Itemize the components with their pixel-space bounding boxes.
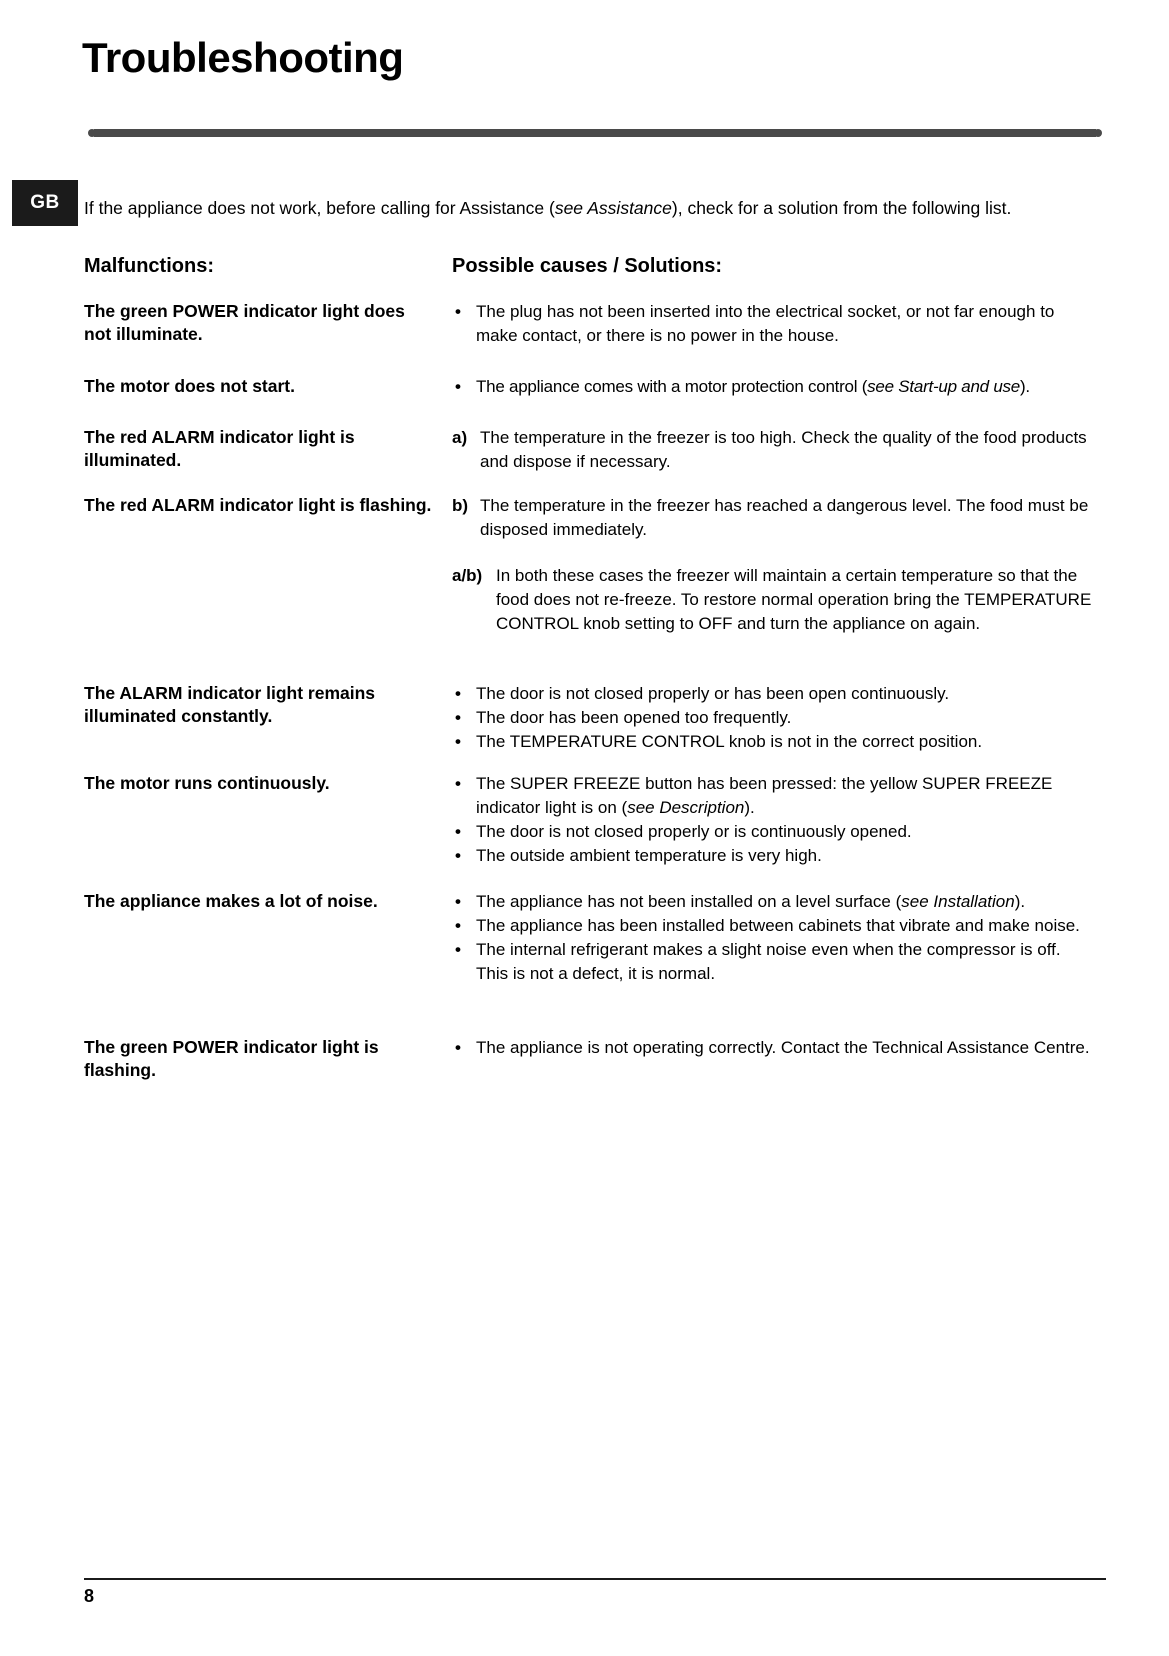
solution-text-tail: ). bbox=[1014, 892, 1026, 911]
solution-cell bbox=[452, 682, 1097, 754]
solution-cross-reference: see Start-up and use bbox=[867, 377, 1020, 396]
solution-item bbox=[452, 706, 1097, 730]
solution-text: In both these cases the freezer will maintain a certain temperature so that the food does not re-freeze. To restore normal operation bring the TEMPERATURE CONTROL knob setting to OFF and turn the appliance on again. bbox=[496, 566, 1092, 633]
solution-item bbox=[452, 938, 1097, 986]
solution-item bbox=[452, 682, 1097, 706]
solution-cell bbox=[452, 772, 1097, 868]
solution-item bbox=[452, 820, 1097, 844]
malfunction-cell: The motor runs continuously. bbox=[84, 773, 330, 793]
solution-text: The door is not closed properly or is continuously opened. bbox=[476, 822, 912, 841]
malfunction-cell: The red ALARM indicator light is flashing. bbox=[84, 495, 432, 515]
solution-item bbox=[452, 890, 1097, 914]
page-number: 8 bbox=[84, 1586, 95, 1606]
solution-text: The temperature in the freezer has reached a dangerous level. The food must be disposed immediately. bbox=[480, 496, 1089, 539]
solution-item-label: a/b) bbox=[452, 566, 483, 585]
solution-text: The appliance has been installed between cabinets that vibrate and make noise. bbox=[476, 916, 1080, 935]
solution-item bbox=[452, 772, 1097, 820]
solution-text: The SUPER FREEZE button has been pressed: the yellow SUPER FREEZE indicator light is on ( bbox=[476, 774, 1053, 817]
solution-cell bbox=[452, 1036, 1097, 1060]
solution-item bbox=[452, 844, 1097, 868]
malfunction-cell: The ALARM indicator light remains illuminated constantly. bbox=[84, 683, 376, 726]
solution-cell bbox=[452, 426, 1097, 474]
solution-cross-reference: see Installation bbox=[901, 892, 1015, 911]
solution-text: The appliance comes with a motor protection control ( bbox=[476, 377, 868, 396]
footer-rule bbox=[84, 1578, 1106, 1580]
solution-text: The door has been opened too frequently. bbox=[476, 708, 792, 727]
malfunction-cell: The red ALARM indicator light is illuminated. bbox=[84, 427, 355, 470]
language-tab: GB bbox=[12, 180, 78, 226]
column-header-solutions: Possible causes / Solutions: bbox=[452, 255, 723, 277]
malfunction-cell: The green POWER indicator light does not illuminate. bbox=[84, 301, 405, 344]
intro-text-italic: see Assistance bbox=[554, 197, 672, 218]
solution-text: The appliance is not operating correctly. Contact the Technical Assistance Centre. bbox=[476, 1038, 1090, 1057]
solution-item bbox=[452, 914, 1097, 938]
solution-cell bbox=[452, 375, 1097, 399]
malfunction-cell: The appliance makes a lot of noise. bbox=[84, 891, 378, 911]
solution-item bbox=[452, 375, 1097, 399]
solution-text: The door is not closed properly or has been open continuously. bbox=[476, 684, 950, 703]
solution-item bbox=[452, 426, 1097, 474]
rule-bar bbox=[94, 129, 1096, 137]
solution-text: The plug has not been inserted into the electrical socket, or not far enough to make contact, or there is no power in the house. bbox=[476, 302, 1055, 345]
malfunction-cell: The green POWER indicator light is flashing. bbox=[84, 1037, 379, 1080]
solution-cell bbox=[452, 300, 1097, 348]
solution-text: The internal refrigerant makes a slight noise even when the compressor is off. This is not a defect, it is normal. bbox=[476, 940, 1061, 983]
rule-dot-right bbox=[1094, 129, 1102, 137]
header-rule bbox=[84, 126, 1106, 140]
solution-text: The TEMPERATURE CONTROL knob is not in the correct position. bbox=[476, 732, 983, 751]
solution-cross-reference: see Description bbox=[627, 798, 745, 817]
column-header-malfunctions: Malfunctions: bbox=[84, 255, 214, 277]
solution-text: The appliance has not been installed on a level surface ( bbox=[476, 892, 902, 911]
malfunction-cell: The motor does not start. bbox=[84, 376, 295, 396]
solution-item-label: a) bbox=[452, 428, 468, 447]
solution-text: The outside ambient temperature is very high. bbox=[476, 846, 822, 865]
solution-item bbox=[452, 564, 1097, 636]
intro-text-after: ), check for a solution from the following list. bbox=[671, 197, 1012, 218]
solution-text: The temperature in the freezer is too high. Check the quality of the food products and dispose if necessary. bbox=[480, 428, 1087, 471]
solution-text-tail: ). bbox=[1020, 377, 1030, 396]
intro-text-before: If the appliance does not work, before calling for Assistance ( bbox=[84, 197, 555, 218]
intro-paragraph bbox=[84, 196, 1094, 220]
solution-item bbox=[452, 730, 1097, 754]
solution-text-tail: ). bbox=[744, 798, 755, 817]
solution-item bbox=[452, 300, 1097, 348]
page-title: Troubleshooting bbox=[82, 34, 404, 82]
solution-item bbox=[452, 494, 1097, 542]
solution-item-label: b) bbox=[452, 496, 469, 515]
solution-item bbox=[452, 1036, 1097, 1060]
solution-cell bbox=[452, 890, 1097, 986]
solution-cell bbox=[452, 494, 1097, 636]
